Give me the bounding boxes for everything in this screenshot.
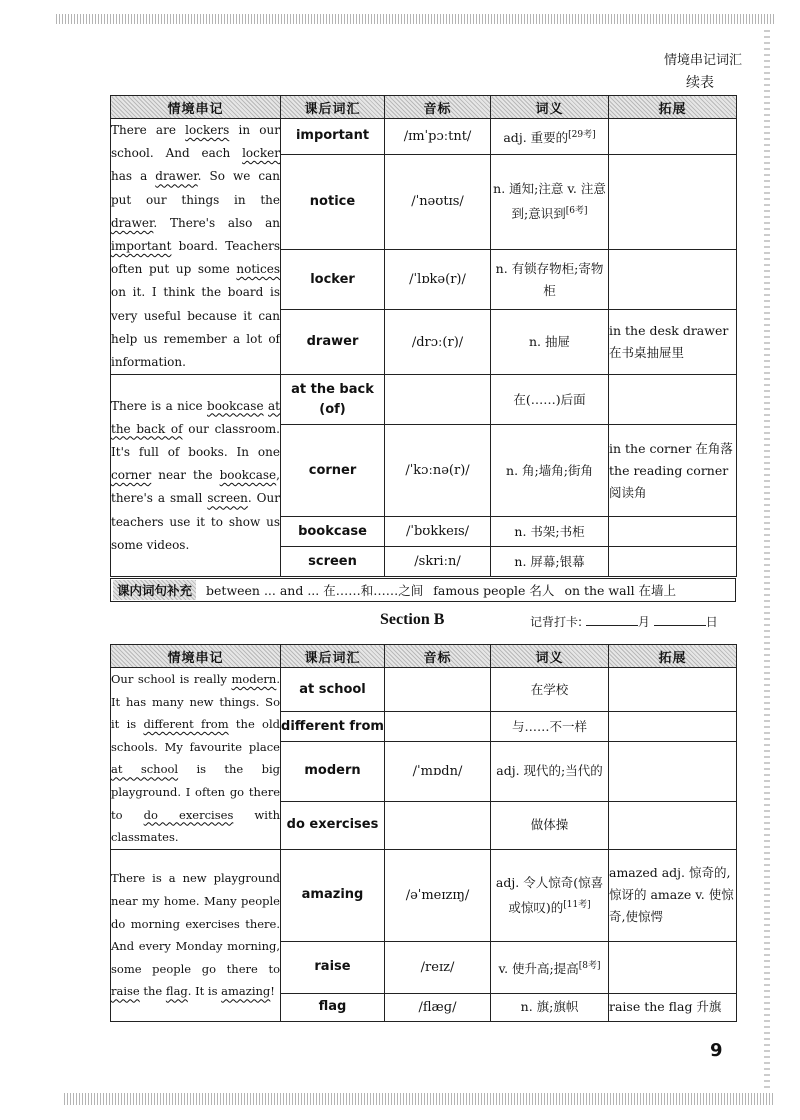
context-text: . So we can put our things in the bbox=[111, 169, 281, 207]
ipa-cell: /ˈmɒdn/ bbox=[385, 742, 491, 801]
month-blank[interactable] bbox=[586, 613, 638, 626]
col-header-word: 课后词汇 bbox=[281, 96, 385, 119]
col-header-word: 课后词汇 bbox=[281, 645, 385, 668]
extension-cell: in the desk drawer 在书桌抽屉里 bbox=[609, 310, 737, 375]
ipa-cell: /əˈmeɪzɪŋ/ bbox=[385, 849, 491, 941]
meaning-cell bbox=[491, 801, 609, 849]
exam-frequency-badge: [29考] bbox=[568, 129, 596, 140]
context-text: the bbox=[139, 984, 166, 999]
extension-cell bbox=[609, 941, 737, 993]
meaning-cell bbox=[491, 742, 609, 801]
word-cell: locker bbox=[281, 249, 385, 310]
context-text: There is a new playground near my home. Many people do morning exercises there. And every Monday morning, some people go there to bbox=[111, 871, 280, 976]
extension-cell bbox=[609, 801, 737, 849]
vocab-table-b bbox=[110, 644, 737, 1022]
extension-cell bbox=[609, 249, 737, 310]
checkin-label: 记背打卡: bbox=[530, 615, 583, 629]
table-row bbox=[111, 375, 737, 425]
context-text: has a bbox=[111, 169, 156, 184]
context-text: near the bbox=[151, 468, 220, 483]
meaning-cell bbox=[491, 849, 609, 941]
scan-edge-right bbox=[764, 30, 770, 1090]
meaning-cell bbox=[491, 941, 609, 993]
meaning-cell bbox=[491, 249, 609, 310]
word-cell: corner bbox=[281, 425, 385, 517]
word-cell: important bbox=[281, 119, 385, 155]
context-text: There is a nice bbox=[111, 398, 208, 413]
context-paragraph bbox=[111, 375, 281, 577]
context-paragraph bbox=[111, 849, 281, 1021]
meaning-text: 与……不一样 bbox=[511, 718, 587, 734]
meaning-cell bbox=[491, 310, 609, 375]
col-header-context: 情境串记 bbox=[111, 96, 281, 119]
exam-frequency-badge: [11考] bbox=[563, 899, 591, 910]
extension-cell bbox=[609, 742, 737, 801]
word-cell: different from bbox=[281, 712, 385, 742]
meaning-text: 在学校 bbox=[530, 681, 569, 697]
word-cell: amazing bbox=[281, 849, 385, 941]
ipa-cell: /ˈnəʊtɪs/ bbox=[385, 154, 491, 249]
context-text: the old schools. My favourite place bbox=[111, 717, 280, 754]
context-text: ! bbox=[270, 984, 275, 999]
extension-cell bbox=[609, 375, 737, 425]
meaning-text: n. 角;墙角;街角 bbox=[506, 462, 593, 478]
word-cell: drawer bbox=[281, 310, 385, 375]
extension-cell: raise the flag 升旗 bbox=[609, 993, 737, 1021]
meaning-cell bbox=[491, 547, 609, 577]
table-row bbox=[111, 849, 737, 941]
context-text: board. Teachers often put up some bbox=[111, 239, 280, 277]
meaning-text: n. 通知;注意 v. 注意到;意识到 bbox=[493, 181, 606, 222]
extension-cell bbox=[609, 668, 737, 712]
table-row bbox=[111, 119, 737, 155]
supplement-item: famous people 名人 bbox=[433, 583, 555, 598]
col-header-ipa: 音标 bbox=[385, 645, 491, 668]
vocab-table-a bbox=[110, 95, 737, 577]
context-text: with classmates. bbox=[111, 807, 280, 845]
context-paragraph bbox=[111, 668, 281, 850]
extension-cell bbox=[609, 154, 737, 249]
ipa-cell: /ɪmˈpɔːtnt/ bbox=[385, 119, 491, 155]
day-label: 日 bbox=[705, 615, 718, 629]
table-row bbox=[111, 668, 737, 712]
word-cell: notice bbox=[281, 154, 385, 249]
meaning-cell bbox=[491, 668, 609, 712]
context-text: is the big playground. I often go there to bbox=[111, 762, 280, 822]
meaning-cell bbox=[491, 712, 609, 742]
extension-cell bbox=[609, 517, 737, 547]
ipa-cell bbox=[385, 801, 491, 849]
context-text: our classroom. It's full of books. In one bbox=[111, 421, 280, 459]
ipa-cell: /ˈbʊkkeɪs/ bbox=[385, 517, 491, 547]
context-text: Our school is really bbox=[111, 672, 232, 686]
vocab-highlight: locker bbox=[242, 146, 280, 161]
col-header-ipa: 音标 bbox=[385, 96, 491, 119]
vocab-highlight: corner bbox=[111, 468, 152, 483]
context-text: There are bbox=[111, 123, 186, 137]
meaning-text: 在(……)后面 bbox=[513, 391, 586, 407]
context-paragraph bbox=[111, 119, 281, 375]
meaning-text: n. 屏幕;银幕 bbox=[514, 553, 585, 569]
section-title: Section B bbox=[380, 611, 445, 628]
chapter-header: 情境串记词汇 bbox=[663, 53, 742, 68]
context-text: in our school. And each bbox=[111, 123, 280, 161]
col-header-meaning: 词义 bbox=[491, 645, 609, 668]
supplement-row bbox=[110, 578, 736, 602]
meaning-cell bbox=[491, 375, 609, 425]
supplement-item: on the wall 在墙上 bbox=[564, 583, 677, 598]
page-number: 9 bbox=[710, 1040, 723, 1061]
extension-cell bbox=[609, 712, 737, 742]
table-header-row bbox=[111, 96, 737, 119]
meaning-text: adj. 现代的;当代的 bbox=[496, 763, 603, 779]
context-text: on it. I think the board is very useful because it can help us remember a lot of information. bbox=[111, 285, 280, 370]
ipa-cell: /ˈkɔːnə(r)/ bbox=[385, 425, 491, 517]
vocab-highlight: drawer bbox=[155, 169, 198, 184]
context-text: . It is bbox=[187, 984, 222, 999]
meaning-cell bbox=[491, 154, 609, 249]
continued-label: 续表 bbox=[686, 75, 714, 91]
supplement-item: between ... and ... 在……和……之间 bbox=[206, 583, 424, 598]
vocab-highlight: lockers bbox=[185, 123, 230, 137]
vocab-highlight: important bbox=[111, 239, 172, 254]
col-header-extension: 拓展 bbox=[609, 96, 737, 119]
word-cell: at school bbox=[281, 668, 385, 712]
vocab-highlight: bookcase bbox=[207, 398, 264, 413]
meaning-cell bbox=[491, 517, 609, 547]
vocab-highlight: do exercises bbox=[143, 807, 234, 822]
vocab-highlight: at the back of bbox=[111, 398, 280, 436]
col-header-meaning: 词义 bbox=[491, 96, 609, 119]
supplement-label: 课内词句补充 bbox=[113, 580, 196, 600]
vocab-highlight: raise bbox=[111, 984, 140, 999]
ipa-cell: /drɔː(r)/ bbox=[385, 310, 491, 375]
meaning-cell bbox=[491, 119, 609, 155]
col-header-context: 情境串记 bbox=[111, 645, 281, 668]
word-cell: do exercises bbox=[281, 801, 385, 849]
context-text: . There's also an bbox=[153, 215, 280, 230]
meaning-text: n. 有锁存物柜;寄物柜 bbox=[495, 260, 604, 298]
vocab-highlight: at school bbox=[111, 762, 179, 777]
vocab-highlight: bookcase bbox=[219, 468, 277, 483]
ipa-cell bbox=[385, 375, 491, 425]
scan-edge-top bbox=[56, 14, 776, 24]
ipa-cell: /skriːn/ bbox=[385, 547, 491, 577]
meaning-text: v. 使升高;提高 bbox=[498, 960, 579, 976]
ipa-cell bbox=[385, 668, 491, 712]
meaning-cell bbox=[491, 993, 609, 1021]
extension-cell: in the corner 在角落 the reading corner 阅读角 bbox=[609, 425, 737, 517]
word-cell: screen bbox=[281, 547, 385, 577]
meaning-text: n. 书架;书柜 bbox=[514, 523, 585, 539]
word-cell: flag bbox=[281, 993, 385, 1021]
word-cell: bookcase bbox=[281, 517, 385, 547]
vocab-highlight: different from bbox=[143, 717, 229, 732]
vocab-highlight: modern bbox=[231, 672, 277, 686]
extension-cell bbox=[609, 119, 737, 155]
ipa-cell: /ˈlɒkə(r)/ bbox=[385, 249, 491, 310]
word-cell: raise bbox=[281, 941, 385, 993]
month-label: 月 bbox=[637, 615, 650, 629]
ipa-cell bbox=[385, 712, 491, 742]
meaning-text: adj. 重要的 bbox=[503, 129, 569, 145]
context-text: . It has many new things. So it is bbox=[111, 672, 280, 732]
table-header-row bbox=[111, 645, 737, 668]
scan-edge-bottom bbox=[64, 1093, 774, 1105]
meaning-cell bbox=[491, 425, 609, 517]
ipa-cell: /reɪz/ bbox=[385, 941, 491, 993]
vocab-highlight: drawer bbox=[111, 215, 154, 230]
exam-frequency-badge: [8考] bbox=[578, 960, 601, 971]
exam-frequency-badge: [6考] bbox=[565, 206, 588, 217]
word-cell: modern bbox=[281, 742, 385, 801]
checkin-line bbox=[530, 613, 718, 630]
col-header-extension: 拓展 bbox=[609, 645, 737, 668]
word-cell: at the back (of) bbox=[281, 375, 385, 425]
vocab-highlight: notices bbox=[236, 262, 280, 277]
meaning-text: 做体操 bbox=[530, 817, 569, 833]
meaning-text: n. 抽屉 bbox=[529, 334, 570, 350]
ipa-cell: /flæɡ/ bbox=[385, 993, 491, 1021]
vocab-highlight: amazing bbox=[221, 984, 271, 999]
meaning-text: adj. 令人惊奇(惊喜或惊叹)的 bbox=[495, 874, 604, 915]
context-text: , there's a small bbox=[111, 468, 280, 506]
extension-cell bbox=[609, 547, 737, 577]
day-blank[interactable] bbox=[654, 613, 706, 626]
vocab-highlight: flag bbox=[165, 984, 188, 999]
meaning-text: n. 旗;旗帜 bbox=[520, 999, 579, 1015]
context-text: . Our teachers use it to show us some videos. bbox=[111, 491, 280, 552]
extension-cell: amazed adj. 惊奇的,惊讶的 amaze v. 使惊奇,使惊愕 bbox=[609, 849, 737, 941]
vocab-highlight: screen bbox=[207, 491, 248, 506]
